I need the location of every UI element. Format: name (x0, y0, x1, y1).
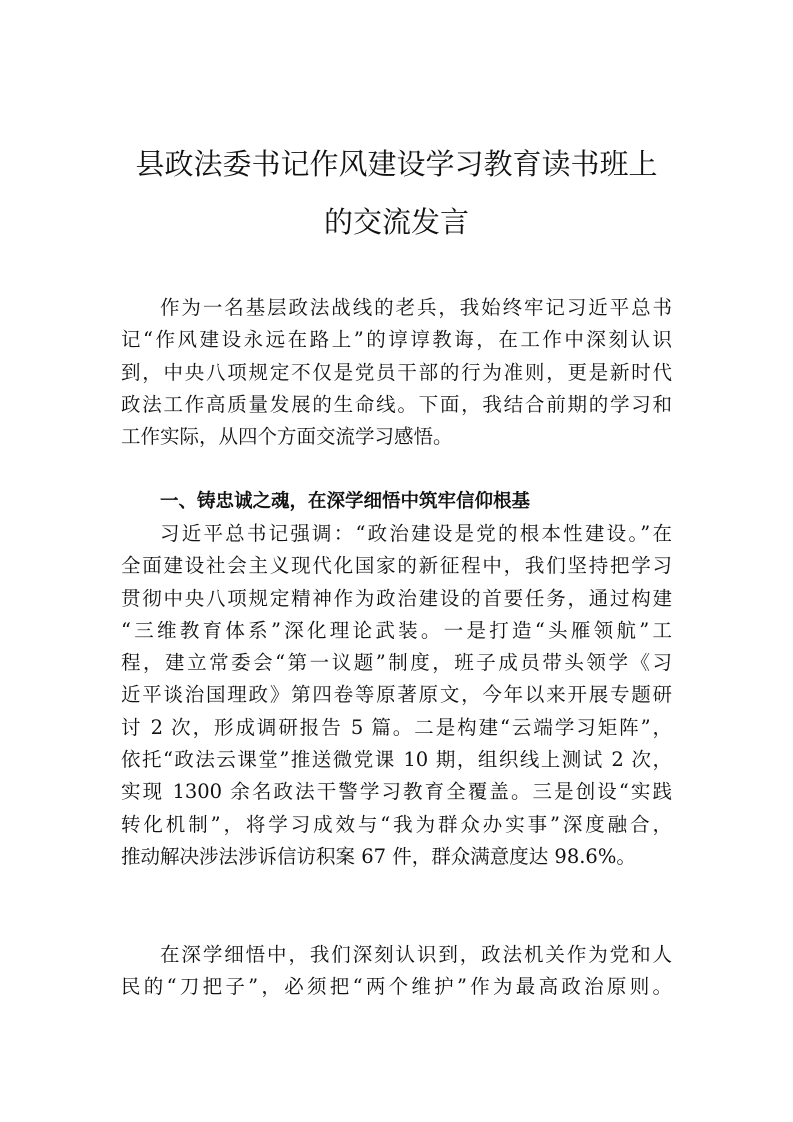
paragraph-intro (121, 292, 672, 453)
paragraph-line: 民的“刀把子”，必须把“两个维护”作为最高政治原则。 (121, 975, 672, 999)
document-title-line-2: 的交流发言 (323, 205, 469, 239)
paragraph-line: 记“作风建设永远在路上”的谆谆教诲，在工作中深刻认识 (121, 328, 672, 352)
paragraph-line: 作为一名基层政法战线的老兵，我始终牢记习近平总书 (160, 296, 672, 319)
paragraph-line: 习近平总书记强调：“政治建设是党的根本性建设。”在 (160, 522, 672, 545)
paragraph-line: “三维教育体系”深化理论武装。一是打造“头雁领航”工 (121, 618, 672, 642)
paragraph-section-1 (121, 518, 672, 873)
paragraph-reflection (121, 939, 672, 1004)
paragraph-line: 在深学细悟中，我们深刻认识到，政法机关作为党和人 (160, 943, 672, 966)
section-heading-text: 一、铸忠诚之魂，在深学细悟中筑牢信仰根基 (160, 491, 531, 512)
paragraph-line: 工作实际，从四个方面交流学习感悟。 (121, 425, 453, 449)
paragraph-line: 推动解决涉法涉诉信访积案 67 件，群众满意度达 98.6%。 (121, 844, 636, 868)
paragraph-line: 转化机制”，将学习成效与“我为群众办实事”深度融合， (121, 812, 672, 836)
paragraph-line: 讨 2 次，形成调研报告 5 篇。二是构建“云端学习矩阵”， (121, 715, 672, 739)
paragraph-line: 全面建设社会主义现代化国家的新征程中，我们坚持把学习 (121, 554, 672, 578)
paragraph-line: 贯彻中央八项规定精神作为政治建设的首要任务，通过构建 (121, 586, 672, 610)
paragraph-line: 政法工作高质量发展的生命线。下面，我结合前期的学习和 (121, 392, 672, 416)
paragraph-line: 程，建立常委会“第一议题”制度，班子成员带头领学《习 (121, 651, 672, 675)
paragraph-line: 依托“政法云课堂”推送微党课 10 期，组织线上测试 2 次， (121, 748, 672, 772)
paragraph-line: 实现 1300 余名政法干警学习教育全覆盖。三是创设“实践 (121, 780, 672, 804)
section-heading-1 (121, 486, 672, 518)
paragraph-line: 近平谈治国理政》第四卷等原著原文，今年以来开展专题研 (121, 683, 672, 707)
document-title-line-1: 县政法委书记作风建设学习教育读书班上 (135, 147, 658, 181)
paragraph-line: 到，中央八项规定不仅是党员干部的行为准则，更是新时代 (121, 360, 672, 384)
